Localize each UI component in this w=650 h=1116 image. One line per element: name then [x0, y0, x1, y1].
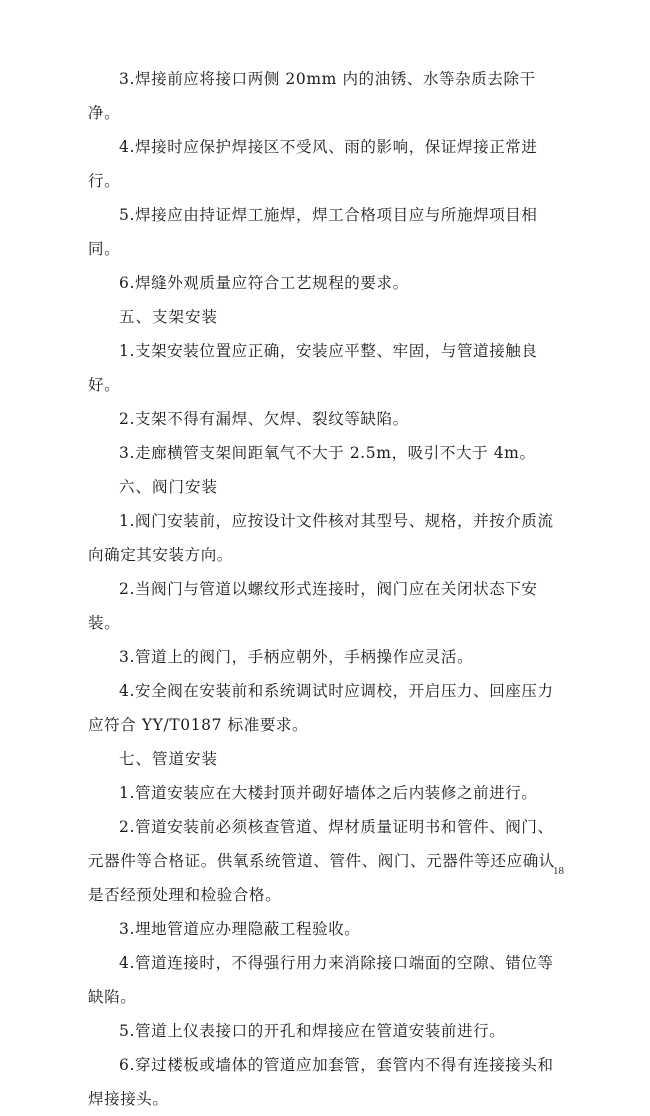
page-body — [88, 62, 558, 1116]
paragraph: 3.埋地管道应办理隐蔽工程验收。 — [119, 920, 361, 938]
paragraph: 2.当阀门与管道以螺纹形式连接时，阀门应在关闭状态下安装。 — [88, 580, 538, 632]
paragraph: 5.管道上仪表接口的开孔和焊接应在管道安装前进行。 — [119, 1022, 506, 1040]
paragraph: 1.阀门安装前，应按设计文件核对其型号、规格，并按介质流向确定其安装方向。 — [88, 512, 554, 564]
paragraph: 4.安全阀在安装前和系统调试时应调校，开启压力、回座压力应符合 YY/T0187 标准要求。 — [88, 682, 554, 734]
paragraph: 6.穿过楼板或墙体的管道应加套管，套管内不得有连接接头和焊接接头。 — [88, 1056, 554, 1108]
page-number: 18 — [553, 865, 564, 877]
paragraph: 4.焊接时应保护焊接区不受风、雨的影响，保证焊接正常进行。 — [88, 138, 538, 190]
section-heading-valve-installation: 六、阀门安装 — [119, 478, 219, 496]
paragraph: 3.焊接前应将接口两侧 20mm 内的油锈、水等杂质去除干净。 — [88, 70, 536, 122]
section-heading-pipe-installation: 七、管道安装 — [119, 750, 219, 768]
paragraph: 1.管道安装应在大楼封顶并砌好墙体之后内装修之前进行。 — [119, 784, 538, 802]
paragraph: 3.走廊横管支架间距氧气不大于 2.5m，吸引不大于 4m。 — [119, 444, 536, 462]
section-heading-bracket-installation: 五、支架安装 — [119, 308, 219, 326]
paragraph: 4.管道连接时，不得强行用力来消除接口端面的空隙、错位等缺陷。 — [88, 954, 554, 1006]
paragraph: 1.支架安装位置应正确，安装应平整、牢固，与管道接触良好。 — [88, 342, 538, 394]
paragraph: 5.焊接应由持证焊工施焊，焊工合格项目应与所施焊项目相同。 — [88, 206, 538, 258]
paragraph: 2.支架不得有漏焊、欠焊、裂纹等缺陷。 — [119, 410, 409, 428]
paragraph: 3.管道上的阀门，手柄应朝外，手柄操作应灵活。 — [119, 648, 474, 666]
paragraph: 6.焊缝外观质量应符合工艺规程的要求。 — [119, 274, 409, 292]
paragraph: 2.管道安装前必须核查管道、焊材质量证明书和管件、阀门、元器件等合格证。供氧系统管道、管件、阀门、元器件等还应确认是否经预处理和检验合格。 — [88, 818, 555, 904]
